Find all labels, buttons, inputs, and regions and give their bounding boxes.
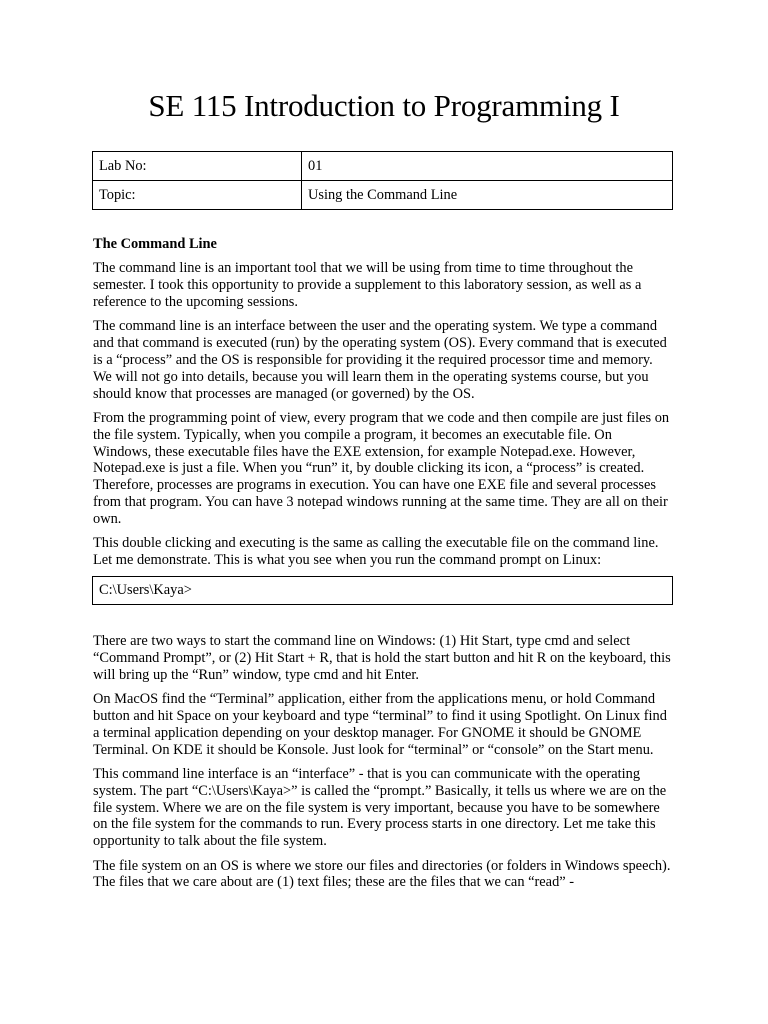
lab-no-value: 01 [302,152,673,181]
document-title: SE 115 Introduction to Programming I [148,88,620,123]
paragraph: This command line interface is an “interface” - that is you can communicate with the operating system. The part “C:\Users\Kaya>” is called the “prompt.” Basically, it tells us where we are on the file system. Where we are on the file system is very important, because you have to be somewhere on the file system for the commands to run. Every process starts in one directory. Let me take this opportunity to talk about the file system. [93,766,667,850]
topic-label: Topic: [93,181,302,210]
command-prompt-box: C:\Users\Kaya> [92,576,673,605]
paragraph: This double clicking and executing is the same as calling the executable file on the command line. Let me demonstrate. This is what you see when you run the command prompt on Linux: [93,535,659,568]
paragraph: The command line is an important tool that we will be using from time to time throughout the semester. I took this opportunity to provide a supplement to this laboratory session, as well as a reference to the upcoming sessions. [93,260,642,310]
paragraph: The file system on an OS is where we store our files and directories (or folders in Windows speech). The files that we care about are (1) text files; these are the files that we can “read” - [93,857,671,891]
paragraph: On MacOS find the “Terminal” application, either from the applications menu, or hold Command button and hit Space on your keyboard and type “terminal” to find it using Spotlight. On Linux find a terminal application depending on your desktop manager. For GNOME it should be GNOME Terminal. On KDE it should be Konsole. Just look for “terminal” or “console” on the Start menu. [93,691,667,758]
table-row-lab-no [93,152,673,181]
lab-info-table [92,151,673,210]
document-body [93,236,673,899]
paragraph: From the programming point of view, every program that we code and then compile are just files on the file system. Typically, when you compile a program, it becomes an executable file. On Windows, these executable files have the EXE extension, for example Notepad.exe. However, Notepad.exe is just a file. When you “run” it, by double clicking its icon, a “process” is created. Therefore, processes are programs in execution. You can have one EXE file and several processes from that program. You can have 3 notepad windows running at the same time. They are all on their own. [93,409,670,527]
table-row-topic [93,181,673,210]
lab-no-label: Lab No: [93,152,302,181]
section-heading: The Command Line [93,236,217,252]
paragraph: The command line is an interface between the user and the operating system. We type a command and that command is executed (run) by the operating system (OS). Every command that is executed is a “process” and the OS is responsible for providing it the required processor time and memory. We will not go into details, because you will learn them in the operating systems course, but you should know that processes are managed (or governed) by the OS. [93,318,667,402]
paragraph: There are two ways to start the command line on Windows: (1) Hit Start, type cmd and select “Command Prompt”, or (2) Hit Start + R, that is hold the start button and hit R on the keyboard, this will bring up the “Run” window, type cmd and hit Enter. [93,633,671,683]
topic-value: Using the Command Line [302,181,673,210]
